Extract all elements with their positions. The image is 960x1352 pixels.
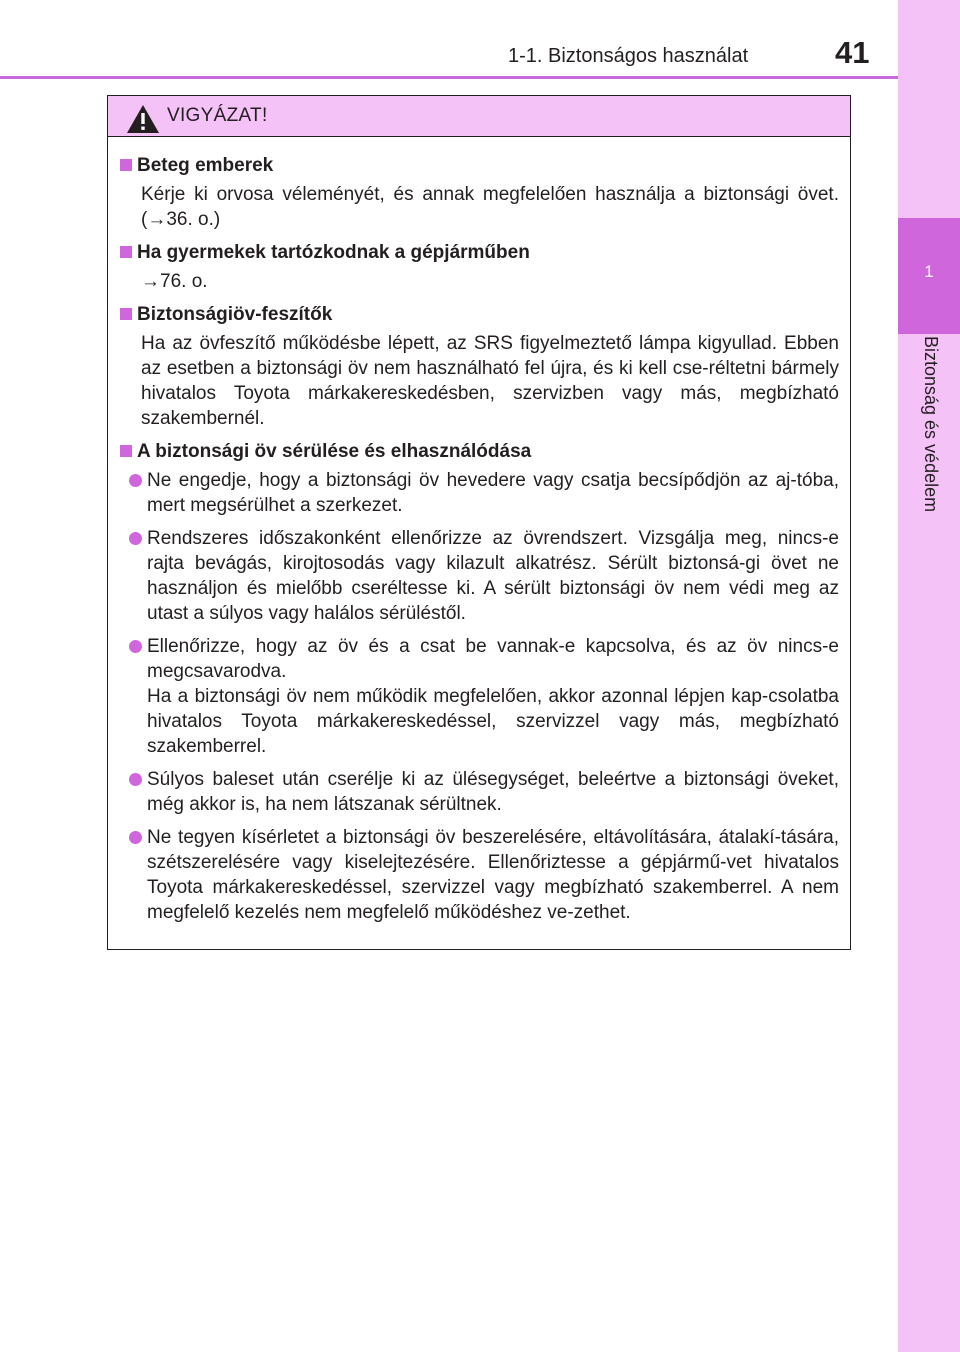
caution-title: VIGYÁZAT! xyxy=(167,105,268,126)
header-rule xyxy=(0,76,898,79)
round-bullet-icon xyxy=(129,532,142,545)
square-bullet-icon xyxy=(120,445,132,457)
list-item-continuation: Ha a biztonsági öv nem működik megfelelően, akkor azonnal lépjen kap-csolatba hivatalos Toyota márkakereskedéssel, szervizzel vagy más, megbízható szakemberrel. xyxy=(147,686,839,757)
side-tab xyxy=(898,0,960,1352)
caution-box xyxy=(107,95,851,950)
section-heading xyxy=(120,240,839,265)
side-chapter-number: 1 xyxy=(924,262,934,281)
caution-header xyxy=(108,96,850,137)
section-text: Ha az övfeszítő működésbe lépett, az SRS figyelmeztető lámpa kigyullad. Ebben az esetben a biztonsági öv nem használható fel újra, és ki kell cse-réltetni bármely hivatalos Toyota márkakereskedésben, szervizben vagy más, megbízható szakembernél. xyxy=(141,333,839,429)
square-bullet-icon xyxy=(120,308,132,320)
section-heading xyxy=(120,302,839,327)
list-item-text: Ne engedje, hogy a biztonsági öv hevedere vagy csatja becsípődjön az aj-tóba, mert megsérülhet a szerkezet. xyxy=(147,470,839,516)
list-item xyxy=(129,468,839,518)
round-bullet-icon xyxy=(129,773,142,786)
square-bullet-icon xyxy=(120,159,132,171)
page-number: 41 xyxy=(835,35,870,70)
list-item xyxy=(129,767,839,817)
section-text: →76. o. xyxy=(141,271,208,292)
section-heading-text: Biztonságiöv-feszítők xyxy=(137,304,333,325)
section-heading-text: Beteg emberek xyxy=(137,155,274,176)
header-section-title: 1-1. Biztonságos használat xyxy=(508,45,749,67)
round-bullet-icon xyxy=(129,640,142,653)
list-item-body xyxy=(147,634,839,759)
round-bullet-icon xyxy=(129,831,142,844)
warning-triangle-icon xyxy=(126,104,160,134)
section-text: Kérje ki orvosa véleményét, és annak megfelelően használja a biztonsági övet. (→36. o.) xyxy=(141,184,839,230)
list-item-text: Ne tegyen kísérletet a biztonsági öv beszerelésére, eltávolítására, átalakí-tására, szétszerelésére vagy kiselejtezésére. Ellenőriztesse a gépjármű-vet hivatalos Toyota márkakereskedéssel, szervizzel vagy megbízható szakemberrel. A nem megfelelő kezelés nem megfelelő működéshez ve-zethet. xyxy=(147,827,839,923)
list-item-text: Rendszeres időszakonként ellenőrizze az övrendszert. Vizsgálja meg, nincs-e rajta bevágás, kirojtosodás vagy kilazult alkatrész. Sérült biztonsá-gi övet ne használjon és mielőbb cseréltesse ki. A sérült biztonsági öv nem védi meg az utast a súlyos vagy halálos sérüléstől. xyxy=(147,528,839,624)
list-item xyxy=(129,526,839,626)
section-heading-text: Ha gyermekek tartózkodnak a gépjárműben xyxy=(137,242,530,263)
section-heading xyxy=(120,439,839,464)
section-heading xyxy=(120,153,839,178)
caution-body xyxy=(108,137,850,925)
square-bullet-icon xyxy=(120,246,132,258)
side-chapter-title: Biztonság és védelem xyxy=(921,336,941,513)
list-item-text: Ellenőrizze, hogy az öv és a csat be vannak-e kapcsolva, és az öv nincs-e megcsavarodva. xyxy=(147,636,839,682)
list-item xyxy=(129,634,839,759)
list-item xyxy=(129,825,839,925)
list-item-text: Súlyos baleset után cserélje ki az ülésegységet, beleértve a biztonsági öveket, még akkor is, ha nem látszanak sérültnek. xyxy=(147,769,839,815)
section-heading-text: A biztonsági öv sérülése és elhasználódása xyxy=(137,441,532,462)
round-bullet-icon xyxy=(129,474,142,487)
